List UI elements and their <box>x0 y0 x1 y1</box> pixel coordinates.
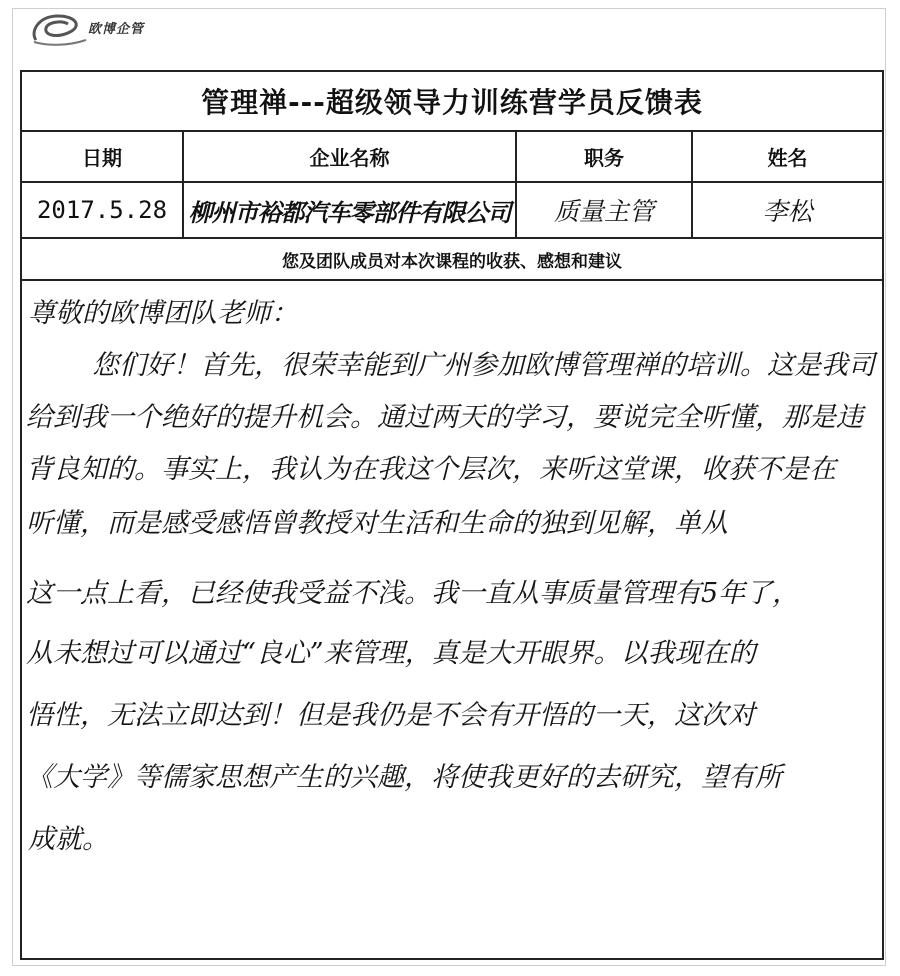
logo-text: 欧博企管 <box>88 22 145 37</box>
feedback-line: 这一点上看，已经使我受益不浅。我一直从事质量管理有5年了， <box>26 578 800 609</box>
section-label: 您及团队成员对本次课程的收获、感想和建议 <box>22 239 882 281</box>
feedback-line: 从未想过可以通过“良心”来管理，真是大开眼界。以我现在的 <box>26 638 756 669</box>
feedback-line: 成就。 <box>28 824 109 855</box>
value-date: 2017.5.28 <box>22 183 184 237</box>
header-row <box>22 132 882 183</box>
header-position: 职务 <box>517 132 693 181</box>
feedback-form <box>20 70 884 960</box>
feedback-line: 尊敬的欧博团队老师： <box>28 298 298 329</box>
form-title: 管理禅---超级领导力训练营学员反馈表 <box>22 72 882 132</box>
value-position: 质量主管 <box>517 183 693 237</box>
feedback-line: 《大学》等儒家思想产生的兴趣，将使我更好的去研究，望有所 <box>26 762 782 793</box>
header-date: 日期 <box>22 132 184 181</box>
feedback-body <box>22 281 882 958</box>
logo-swirl-icon <box>28 10 88 50</box>
header-company: 企业名称 <box>184 132 517 181</box>
feedback-line: 给到我一个绝好的提升机会。通过两天的学习，要说完全听懂，那是违 <box>26 402 863 433</box>
company-logo <box>28 10 203 52</box>
feedback-line: 听懂，而是感受感悟曾教授对生活和生命的独到见解，单从 <box>26 508 728 539</box>
value-company: 柳州市裕都汽车零部件有限公司 <box>184 183 517 237</box>
feedback-line: 悟性，无法立即达到！但是我仍是不会有开悟的一天，这次对 <box>26 700 755 731</box>
value-row <box>22 183 882 239</box>
header-name: 姓名 <box>767 146 808 170</box>
feedback-line: 您们好！首先，很荣幸能到广州参加欧博管理禅的培训。这是我司 <box>92 350 875 381</box>
value-name: 李松 <box>762 197 813 226</box>
feedback-line: 背良知的。事实上，我认为在我这个层次，来听这堂课，收获不是在 <box>26 454 836 485</box>
